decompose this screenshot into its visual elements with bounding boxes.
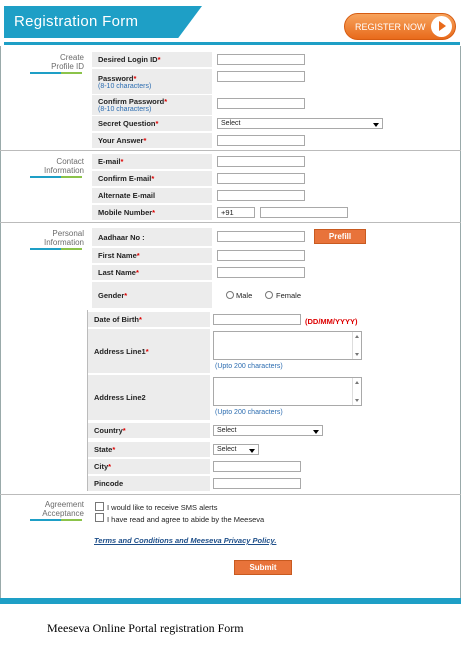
address-line1-label-text: Address Line1 bbox=[94, 346, 146, 356]
email-label-text: E-mail bbox=[98, 157, 121, 166]
sms-alerts-checkbox[interactable] bbox=[95, 502, 104, 511]
last-name-label-text: Last Name bbox=[98, 268, 136, 277]
state-value: Select bbox=[217, 446, 237, 453]
scroll-down-icon[interactable] bbox=[355, 353, 359, 356]
address-line1-input[interactable] bbox=[213, 331, 362, 360]
section-divider bbox=[0, 222, 461, 223]
section-label-agreement: Agreement Acceptance bbox=[42, 500, 84, 518]
address-line1-hint: (Upto 200 characters) bbox=[215, 363, 283, 370]
submit-button[interactable]: Submit bbox=[234, 560, 292, 575]
confirm-password-hint: (8-10 characters) bbox=[98, 106, 152, 113]
city-label-text: City bbox=[94, 462, 109, 471]
scroll-up-icon[interactable] bbox=[355, 335, 359, 338]
first-name-input[interactable] bbox=[217, 250, 305, 261]
address-line2-label bbox=[88, 375, 210, 420]
confirm-password-label-text: Confirm Password bbox=[98, 97, 165, 106]
chevron-down-icon bbox=[313, 430, 319, 434]
scroll-up-icon[interactable] bbox=[355, 381, 359, 384]
section-label-personal: Personal Information bbox=[43, 229, 84, 247]
gender-female-radio[interactable] bbox=[265, 291, 273, 299]
address-line1-label: Address Line1* bbox=[88, 329, 210, 373]
section-underline bbox=[30, 176, 82, 178]
secret-question-select[interactable] bbox=[217, 118, 383, 129]
alt-email-input[interactable] bbox=[217, 190, 305, 201]
country-value: Select bbox=[217, 427, 237, 434]
state-select[interactable] bbox=[213, 444, 259, 455]
agree-terms-checkbox[interactable] bbox=[95, 513, 104, 522]
section-label-profile: Create Profile ID bbox=[51, 53, 84, 71]
gender-male-label: Male bbox=[236, 291, 253, 300]
caption: Meeseva Online Portal registration Form bbox=[47, 621, 244, 635]
state-label: State* bbox=[88, 442, 210, 457]
register-now-label: REGISTER NOW bbox=[355, 22, 426, 32]
alt-email-label-text: Alternate E-mail bbox=[98, 191, 156, 200]
confirm-password-label: Confirm Password* (8-10 characters) bbox=[92, 95, 212, 115]
aadhaar-label-text: Aadhaar No : bbox=[98, 232, 145, 242]
gender-female-label: Female bbox=[276, 291, 302, 300]
first-name-label: First Name* bbox=[92, 248, 212, 263]
password-label: Password* (8-10 characters) bbox=[92, 69, 212, 94]
pincode-input[interactable] bbox=[213, 478, 301, 489]
confirm-email-label: Confirm E-mail* bbox=[92, 171, 212, 186]
header bbox=[0, 0, 461, 46]
mobile-prefix: +91 bbox=[217, 207, 255, 218]
arrow-right-icon bbox=[431, 16, 452, 37]
section-underline bbox=[30, 248, 82, 250]
login-input[interactable] bbox=[217, 54, 305, 65]
secret-question-value: Select bbox=[221, 120, 241, 127]
section-divider bbox=[0, 494, 461, 495]
email-label: E-mail* bbox=[92, 154, 212, 169]
mobile-input[interactable] bbox=[260, 207, 348, 218]
page-title: Registration Form bbox=[14, 13, 139, 30]
last-name-label: Last Name* bbox=[92, 265, 212, 280]
secret-question-label: Secret Question* bbox=[92, 116, 212, 131]
answer-label: Your Answer* bbox=[92, 133, 212, 148]
confirm-email-label-text: Confirm E-mail bbox=[98, 174, 152, 183]
chevron-down-icon bbox=[249, 449, 255, 453]
last-name-input[interactable] bbox=[217, 267, 305, 278]
gender-label-text: Gender bbox=[98, 290, 125, 300]
agree-terms-label: I have read and agree to abide by the Meeseva bbox=[107, 515, 265, 524]
alt-email-label bbox=[92, 188, 212, 203]
country-label-text: Country bbox=[94, 426, 123, 435]
answer-label-text: Your Answer bbox=[98, 136, 144, 145]
aadhaar-input[interactable] bbox=[217, 231, 305, 242]
dob-label: Date of Birth* bbox=[88, 312, 210, 327]
pincode-label-text: Pincode bbox=[94, 479, 124, 488]
password-input[interactable] bbox=[217, 71, 305, 82]
mobile-label-text: Mobile Number bbox=[98, 208, 153, 217]
state-label-text: State bbox=[94, 445, 113, 454]
title-underline bbox=[4, 42, 460, 45]
city-input[interactable] bbox=[213, 461, 301, 472]
section-underline bbox=[30, 519, 82, 521]
password-label-text: Password bbox=[98, 73, 134, 83]
terms-link[interactable]: Terms and Conditions and Meeseva Privacy Policy. bbox=[94, 536, 277, 545]
dob-label-text: Date of Birth bbox=[94, 315, 139, 324]
login-label: Desired Login ID* bbox=[92, 52, 212, 67]
password-hint: (8-10 characters) bbox=[98, 82, 152, 90]
sms-alerts-label: I would like to receive SMS alerts bbox=[107, 503, 218, 512]
country-label: Country* bbox=[88, 423, 210, 438]
city-label: City* bbox=[88, 459, 210, 474]
section-label-contact: Contact Information bbox=[43, 157, 84, 175]
mobile-label: Mobile Number* bbox=[92, 205, 212, 220]
scroll-down-icon[interactable] bbox=[355, 399, 359, 402]
section-divider bbox=[0, 150, 461, 151]
gender-male-radio[interactable] bbox=[226, 291, 234, 299]
confirm-email-input[interactable] bbox=[217, 173, 305, 184]
answer-input[interactable] bbox=[217, 135, 305, 146]
chevron-down-icon bbox=[373, 123, 379, 127]
confirm-password-input[interactable] bbox=[217, 98, 305, 109]
section-underline bbox=[30, 72, 82, 74]
prefill-button[interactable]: Prefill bbox=[314, 229, 366, 244]
register-now-button[interactable] bbox=[344, 13, 456, 40]
dob-hint: (DD/MM/YYYY) bbox=[305, 317, 358, 326]
dob-input[interactable] bbox=[213, 314, 301, 325]
gender-label: Gender* bbox=[92, 282, 212, 308]
address-line2-hint: (Upto 200 characters) bbox=[215, 409, 283, 416]
first-name-label-text: First Name bbox=[98, 251, 137, 260]
login-label-text: Desired Login ID bbox=[98, 55, 158, 64]
address-line2-label-text: Address Line2 bbox=[94, 393, 146, 402]
pincode-label bbox=[88, 476, 210, 491]
secret-question-label-text: Secret Question bbox=[98, 119, 156, 128]
aadhaar-label bbox=[92, 228, 212, 246]
address-line2-input[interactable] bbox=[213, 377, 362, 406]
country-select[interactable] bbox=[213, 425, 323, 436]
footer-bar bbox=[0, 598, 461, 604]
email-input[interactable] bbox=[217, 156, 305, 167]
